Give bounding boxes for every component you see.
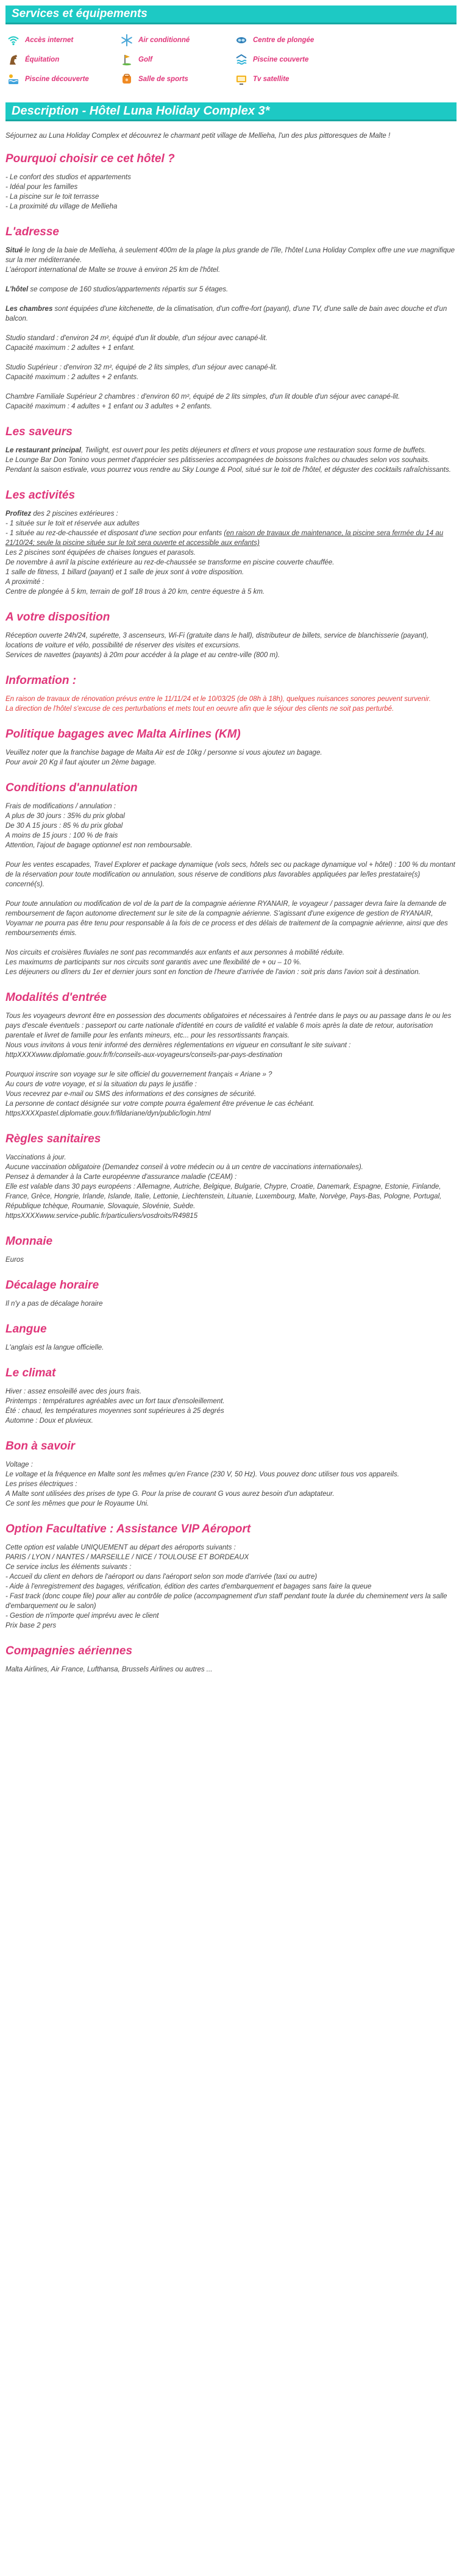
pool-kids-text: - 1 située au rez-de-chaussée et disposant d'une section pour enfants	[5, 530, 224, 537]
flavors-bar: Le Lounge Bar Don Tonino vous permet d'apprécier ses pâtisseries accompagnées de boissons fraîches ou chaudes selon vos souhaits.	[5, 457, 430, 464]
section-title-entry: Modalités d'entrée	[5, 991, 107, 1004]
tv-icon	[235, 73, 248, 86]
outdoor-pool-icon	[7, 73, 20, 86]
facilities-grid	[5, 24, 457, 86]
baggage-line: Pour avoir 20 Kg il faut ajouter un 2ème bagage.	[5, 759, 157, 766]
facility-indoor-pool	[235, 53, 349, 66]
health-line: Elle est valable dans 30 pays européens : Allemagne, Autriche, Belgique, Bulgarie, Chypre, Croatie, Danemark, Espagne, Estonie, Finlande, France, Grèce, Hongrie, Irlande, Islande, Italie, Lettonie, Liechtenstein, Lituanie, Luxembourg, Malte, Norvège, Pays-Bas, Pologne, Portugal, République tchèque, Roumanie, Slovaquie, Slovénie, Suède.	[5, 1183, 442, 1210]
activities-line	[5, 528, 457, 548]
section-title-info: Information :	[5, 674, 77, 687]
facility-internet	[7, 34, 120, 47]
facility-label: Centre de plongée	[253, 37, 315, 44]
goodtoknow-line: A Malte sont utilisées des prises de type G. Pour la prise de courant G vous aurez besoin d'un adaptateur.	[5, 1490, 335, 1498]
vip-line: - Gestion de n'importe quel imprévu avec le client	[5, 1612, 159, 1620]
room-family: Chambre Familiale Supérieur 2 chambres : d'environ 60 m², équipé de 2 lits simples, d'un lit double d'un séjour avec canapé-lit.	[5, 393, 400, 400]
indoor-pool-icon	[235, 53, 248, 66]
language-line: L'anglais est la langue officielle.	[5, 1344, 104, 1351]
room-superior: Studio Supérieur : d'environ 32 m², équipé de 2 lits simples, d'un séjour avec canapé-lit.	[5, 364, 278, 371]
activities-line: - 1 située sur le toit et réservée aux adultes	[5, 520, 140, 527]
section-title-airlines: Compagnies aériennes	[5, 1645, 133, 1657]
fitness-icon	[120, 73, 133, 86]
section-title-baggage: Politique bagages avec Malta Airlines (KM)	[5, 728, 241, 741]
facility-label: Salle de sports	[138, 76, 188, 83]
hotel-label: L'hôtel	[5, 286, 29, 293]
room-standard: Studio standard : d'environ 24 m², équipé d'un lit double, d'un séjour avec canapé-lit.	[5, 335, 268, 342]
info-line: La direction de l'hôtel s'excuse de ces perturbations et mets tout en oeuvre afin que le séjour des clients ne soit pas perturbé.	[5, 705, 394, 713]
facility-label: Piscine découverte	[25, 76, 89, 83]
section-title-goodtoknow: Bon à savoir	[5, 1440, 76, 1453]
description-header: Description - Hôtel Luna Holiday Complex 3*	[5, 102, 457, 121]
facility-fitness	[120, 73, 235, 86]
room-family-capacity: Capacité maximum : 4 adultes + 1 enfant ou 3 adultes + 2 enfants.	[5, 403, 212, 410]
section-title-language: Langue	[5, 1323, 47, 1336]
situe-label: Situé	[5, 247, 23, 254]
section-title-why: Pourquoi choisir ce cet hôtel ?	[5, 152, 175, 165]
room-standard-capacity: Capacité maximum : 2 adultes + 1 enfant.	[5, 344, 135, 352]
hotel-text: se compose de 160 studios/appartements répartis sur 5 étages.	[28, 286, 229, 293]
profitez-text: des 2 piscines extérieures :	[31, 510, 118, 518]
facility-label: Tv satellite	[253, 76, 290, 83]
section-title-available: A votre disposition	[5, 611, 110, 624]
health-line: Vaccinations à jour.	[5, 1154, 66, 1161]
golf-icon	[120, 53, 133, 66]
rooms-text: sont équipées d'une kitchenette, de la climatisation, d'un coffre-fort (payant), d'une TV, d'une salle de bain avec douche et d'un balcon.	[5, 305, 447, 322]
section-title-timezone: Décalage horaire	[5, 1279, 99, 1292]
why-line: - La piscine sur le toit terrasse	[5, 193, 99, 201]
climate-line: Été : chaud, les températures moyennes sont supérieures à 25 degrés	[5, 1407, 224, 1415]
section-title-cancel: Conditions d'annulation	[5, 781, 138, 794]
activities-line: De novembre à avril la piscine extérieure au rez-de-chaussée se transforme en piscine couverte chauffée.	[5, 559, 335, 566]
situe-text: le long de la baie de Mellieha, à seulement 400m de la plage la plus grande de l'île, l'hôtel Luna Holiday Complex offre une vue magnifique sur la mer méditerranée.	[5, 247, 455, 264]
facility-diving	[235, 34, 349, 47]
section-title-activities: Les activités	[5, 489, 76, 502]
section-title-flavors: Les saveurs	[5, 425, 73, 438]
health-line: Aucune vaccination obligatoire (Demandez conseil à votre médecin ou à un centre de vaccinations internationales).	[5, 1164, 363, 1171]
activities-line: Centre de plongée à 5 km, terrain de golf 18 trous à 20 km, centre équestre à 5 km.	[5, 588, 265, 596]
description-body	[5, 121, 457, 1674]
activities-line: 1 salle de fitness, 1 billard (payant) et 1 salle de jeux sont à votre disposition.	[5, 569, 244, 576]
cancel-paragraph: Les maximums de participants sur nos circuits sont garantis avec une flexibilité de + ou – 10 %.	[5, 959, 302, 966]
cancel-paragraph: Nos circuits et croisières fluviales ne sont pas recommandés aux enfants et aux personnes à mobilité réduite.	[5, 949, 345, 956]
page	[5, 5, 457, 1674]
currency-line: Euros	[5, 1256, 24, 1264]
rooms-label: Les chambres	[5, 305, 53, 313]
section-title-climate: Le climat	[5, 1367, 56, 1379]
facility-label: Accès internet	[25, 37, 74, 44]
entry-line: Au cours de votre voyage, et si la situation du pays le justifie :	[5, 1081, 197, 1088]
timezone-line: Il n'y a pas de décalage horaire	[5, 1300, 103, 1308]
climate-line: Printemps : températures agréables avec un fort taux d'ensoleillement.	[5, 1398, 225, 1405]
vip-line: - Aide à l'enregistrement des bagages, vérification, édition des cartes d'embarquement et bagages sans faire la queue	[5, 1583, 372, 1590]
horse-icon	[7, 53, 20, 66]
health-link: httpsXXXXwww.service-public.fr/particuliers/vosdroits/R49815	[5, 1212, 198, 1220]
address-airport: L'aéroport international de Malte se trouve à environ 25 km de l'hôtel.	[5, 266, 221, 274]
facility-label: Équitation	[25, 56, 60, 63]
flavors-season: Pendant la saison estivale, vous pourrez vous rendre au Sky Lounge & Pool, situé sur le toit de l'hôtel, et déguster des cocktails rafraîchissants.	[5, 466, 451, 474]
facility-golf	[120, 53, 235, 66]
cancel-paragraph: Pour les ventes escapades, Travel Explorer et package dynamique (vols secs, hôtels sec ou package dynamique vol + hôtel) : 100 % du montant de la réservation pour toute modification ou annulation, sous réserve de conditions plus favorables appliquées par le/les prestataire(s) concerné(s).	[5, 861, 455, 888]
info-line: En raison de travaux de rénovation prévus entre le 11/11/24 et le 10/03/25 (de 08h à 18h), quelques nuisances sonores peuvent survenir.	[5, 696, 431, 703]
entry-paragraph: Tous les voyageurs devront être en possession des documents obligatoires et nécessaires à l'entrée dans le pays ou au passage dans le ou les pays d'escale éventuels : passeport ou carte nationale d'identité en cours de validité et valable 6 mois après la date de retour, autorisation parentale et livret de famille pour les enfants mineurs, etc... pour les ressortissants français.	[5, 1012, 452, 1039]
goodtoknow-line: Les prises électriques :	[5, 1481, 77, 1488]
flavors-restaurant	[5, 446, 457, 455]
cancel-line: Frais de modifications / annulation :	[5, 803, 116, 810]
cancel-line: De 30 A 15 jours : 85 % du prix global	[5, 822, 123, 830]
why-line: - Le confort des studios et appartements	[5, 174, 131, 181]
climate-line: Automne : Doux et pluvieux.	[5, 1417, 93, 1425]
facility-tv	[235, 73, 349, 86]
vip-line: - Fast track (donc coupe file) pour aller au contrôle de police (accompagnement d'un staff pendant toute la durée du cheminement vers la salle d'embarquement ou le salon)	[5, 1593, 447, 1610]
entry-line: Pourquoi inscrire son voyage sur le site officiel du gouvernement français « Ariane » ?	[5, 1071, 272, 1078]
cancel-paragraph: Les déjeuners ou dîners du 1er et dernier jours sont en fonction de l'heure d'arrivée de l'avion : soit pris dans l'avion soit à destination.	[5, 969, 421, 976]
entry-line: Vous recevrez par e-mail ou SMS des informations et des consignes de sécurité.	[5, 1091, 257, 1098]
vip-line: Prix base 2 pers	[5, 1622, 57, 1629]
goodtoknow-line: Le voltage et la fréquence en Malte sont les mêmes qu'en France (230 V, 50 Hz). Vous pouvez donc utiliser tous vos appareils.	[5, 1471, 399, 1478]
baggage-line: Veuillez noter que la franchise bagage de Malta Air est de 10kg / personne si vous ajoutez un bagage.	[5, 749, 322, 756]
restaurant-label: Le restaurant principal	[5, 447, 81, 454]
entry-line: La personne de contact désignée sur votre compte pourra également être prévenue le cas échéant.	[5, 1100, 315, 1108]
why-line: - Idéal pour les familles	[5, 183, 78, 191]
cancel-line: Attention, l'ajout de bagage optionnel est non remboursable.	[5, 842, 193, 849]
vip-line: Cette option est valable UNIQUEMENT au départ des aéroports suivants :	[5, 1544, 236, 1551]
goodtoknow-line: Ce sont les mêmes que pour le Royaume Uni.	[5, 1500, 149, 1507]
facility-label: Piscine couverte	[253, 56, 309, 63]
why-line: - La proximité du village de Mellieha	[5, 203, 118, 210]
vip-line: Ce service inclus les éléments suivants :	[5, 1564, 132, 1571]
facility-label: Golf	[138, 56, 152, 63]
vip-line: - Accueil du client en dehors de l'aéroport ou dans l'aéroport selon son mode d'arrivée (taxi ou autre)	[5, 1573, 318, 1581]
activities-line: Les 2 piscines sont équipées de chaises longues et parasols.	[5, 549, 196, 557]
facility-riding	[7, 53, 120, 66]
vip-line: PARIS / LYON / NANTES / MARSEILLE / NICE / TOULOUSE ET BORDEAUX	[5, 1554, 249, 1561]
room-superior-capacity: Capacité maximum : 2 adultes + 2 enfants.	[5, 374, 139, 381]
address-situe	[5, 246, 457, 265]
facility-label: Air conditionné	[138, 37, 190, 44]
section-title-vip: Option Facultative : Assistance VIP Aéroport	[5, 1523, 251, 1535]
entry-link: httpsXXXXpastel.diplomatie.gouv.fr/fildariane/dyn/public/login.html	[5, 1110, 211, 1117]
services-header: Services et équipements	[5, 5, 457, 24]
goodtoknow-line: Voltage :	[5, 1461, 33, 1468]
climate-line: Hiver : assez ensoleillé avec des jours frais.	[5, 1388, 142, 1395]
restaurant-text: , Twilight, est ouvert pour les petits déjeuners et dîners et vous propose une restauration sous forme de buffets.	[80, 447, 427, 454]
wifi-icon	[7, 34, 20, 47]
facility-outdoor-pool	[7, 73, 120, 86]
airlines-line: Malta Airlines, Air France, Lufthansa, Brussels Airlines ou autres ...	[5, 1666, 213, 1673]
section-title-currency: Monnaie	[5, 1235, 53, 1248]
cancel-paragraph: Pour toute annulation ou modification de vol de la part de la compagnie aérienne RYANAIR, le voyageur / passager devra faire la demande de remboursement de façon autonome directement sur le site de la compagnie aérienne. S'agissant d'une exigence de gestion de RYANAIR, Voyamar ne pourra pas être tenu pour responsable à la fois de ce process et des délais de traitement de la compagnie aérienne, ainsi que des remboursements émis.	[5, 900, 448, 937]
entry-paragraph: Nous vous invitons à vous tenir informé des dernières réglementations en vigueur en consultant le site suivant : httpXXXXwww.diplomatie.gouv.fr/fr/conseils-aux-voyageurs/conseils-par-pays-destination	[5, 1042, 351, 1059]
cancel-line: A moins de 15 jours : 100 % de frais	[5, 832, 118, 839]
address-hotel	[5, 285, 457, 294]
section-title-health: Règles sanitaires	[5, 1133, 101, 1145]
available-line: Services de navettes (payants) à 20m pour accéder à la plage et au centre-ville (800 m).	[5, 652, 280, 659]
intro-text: Séjournez au Luna Holiday Complex et découvrez le charmant petit village de Mellieha, l'un des plus pittoresques de Malte !	[5, 132, 391, 140]
activities-profitez	[5, 509, 457, 519]
section-title-address: L'adresse	[5, 226, 59, 238]
address-rooms	[5, 304, 457, 324]
health-line: Pensez à demander à la Carte européenne d'assurance maladie (CEAM) :	[5, 1173, 237, 1181]
activities-line: A proximité :	[5, 578, 44, 586]
available-line: Réception ouverte 24h/24, supérette, 3 ascenseurs, Wi-Fi (gratuite dans le hall), distributeur de billets, service de blanchisserie (payant), locations de voiture et vélo, possibilité de réserver des visites et excursions.	[5, 632, 429, 649]
cancel-line: A plus de 30 jours : 35% du prix global	[5, 813, 125, 820]
facility-aircon	[120, 34, 235, 47]
pool-maintenance-note: (en raison de travaux de maintenance, la piscine sera fermée du 14 au 21/10/24; seule la piscine située sur le toit sera ouverte et accessible aux enfants)	[5, 530, 444, 547]
snowflake-icon	[120, 34, 133, 47]
diving-icon	[235, 34, 248, 47]
profitez-label: Profitez	[5, 510, 32, 518]
